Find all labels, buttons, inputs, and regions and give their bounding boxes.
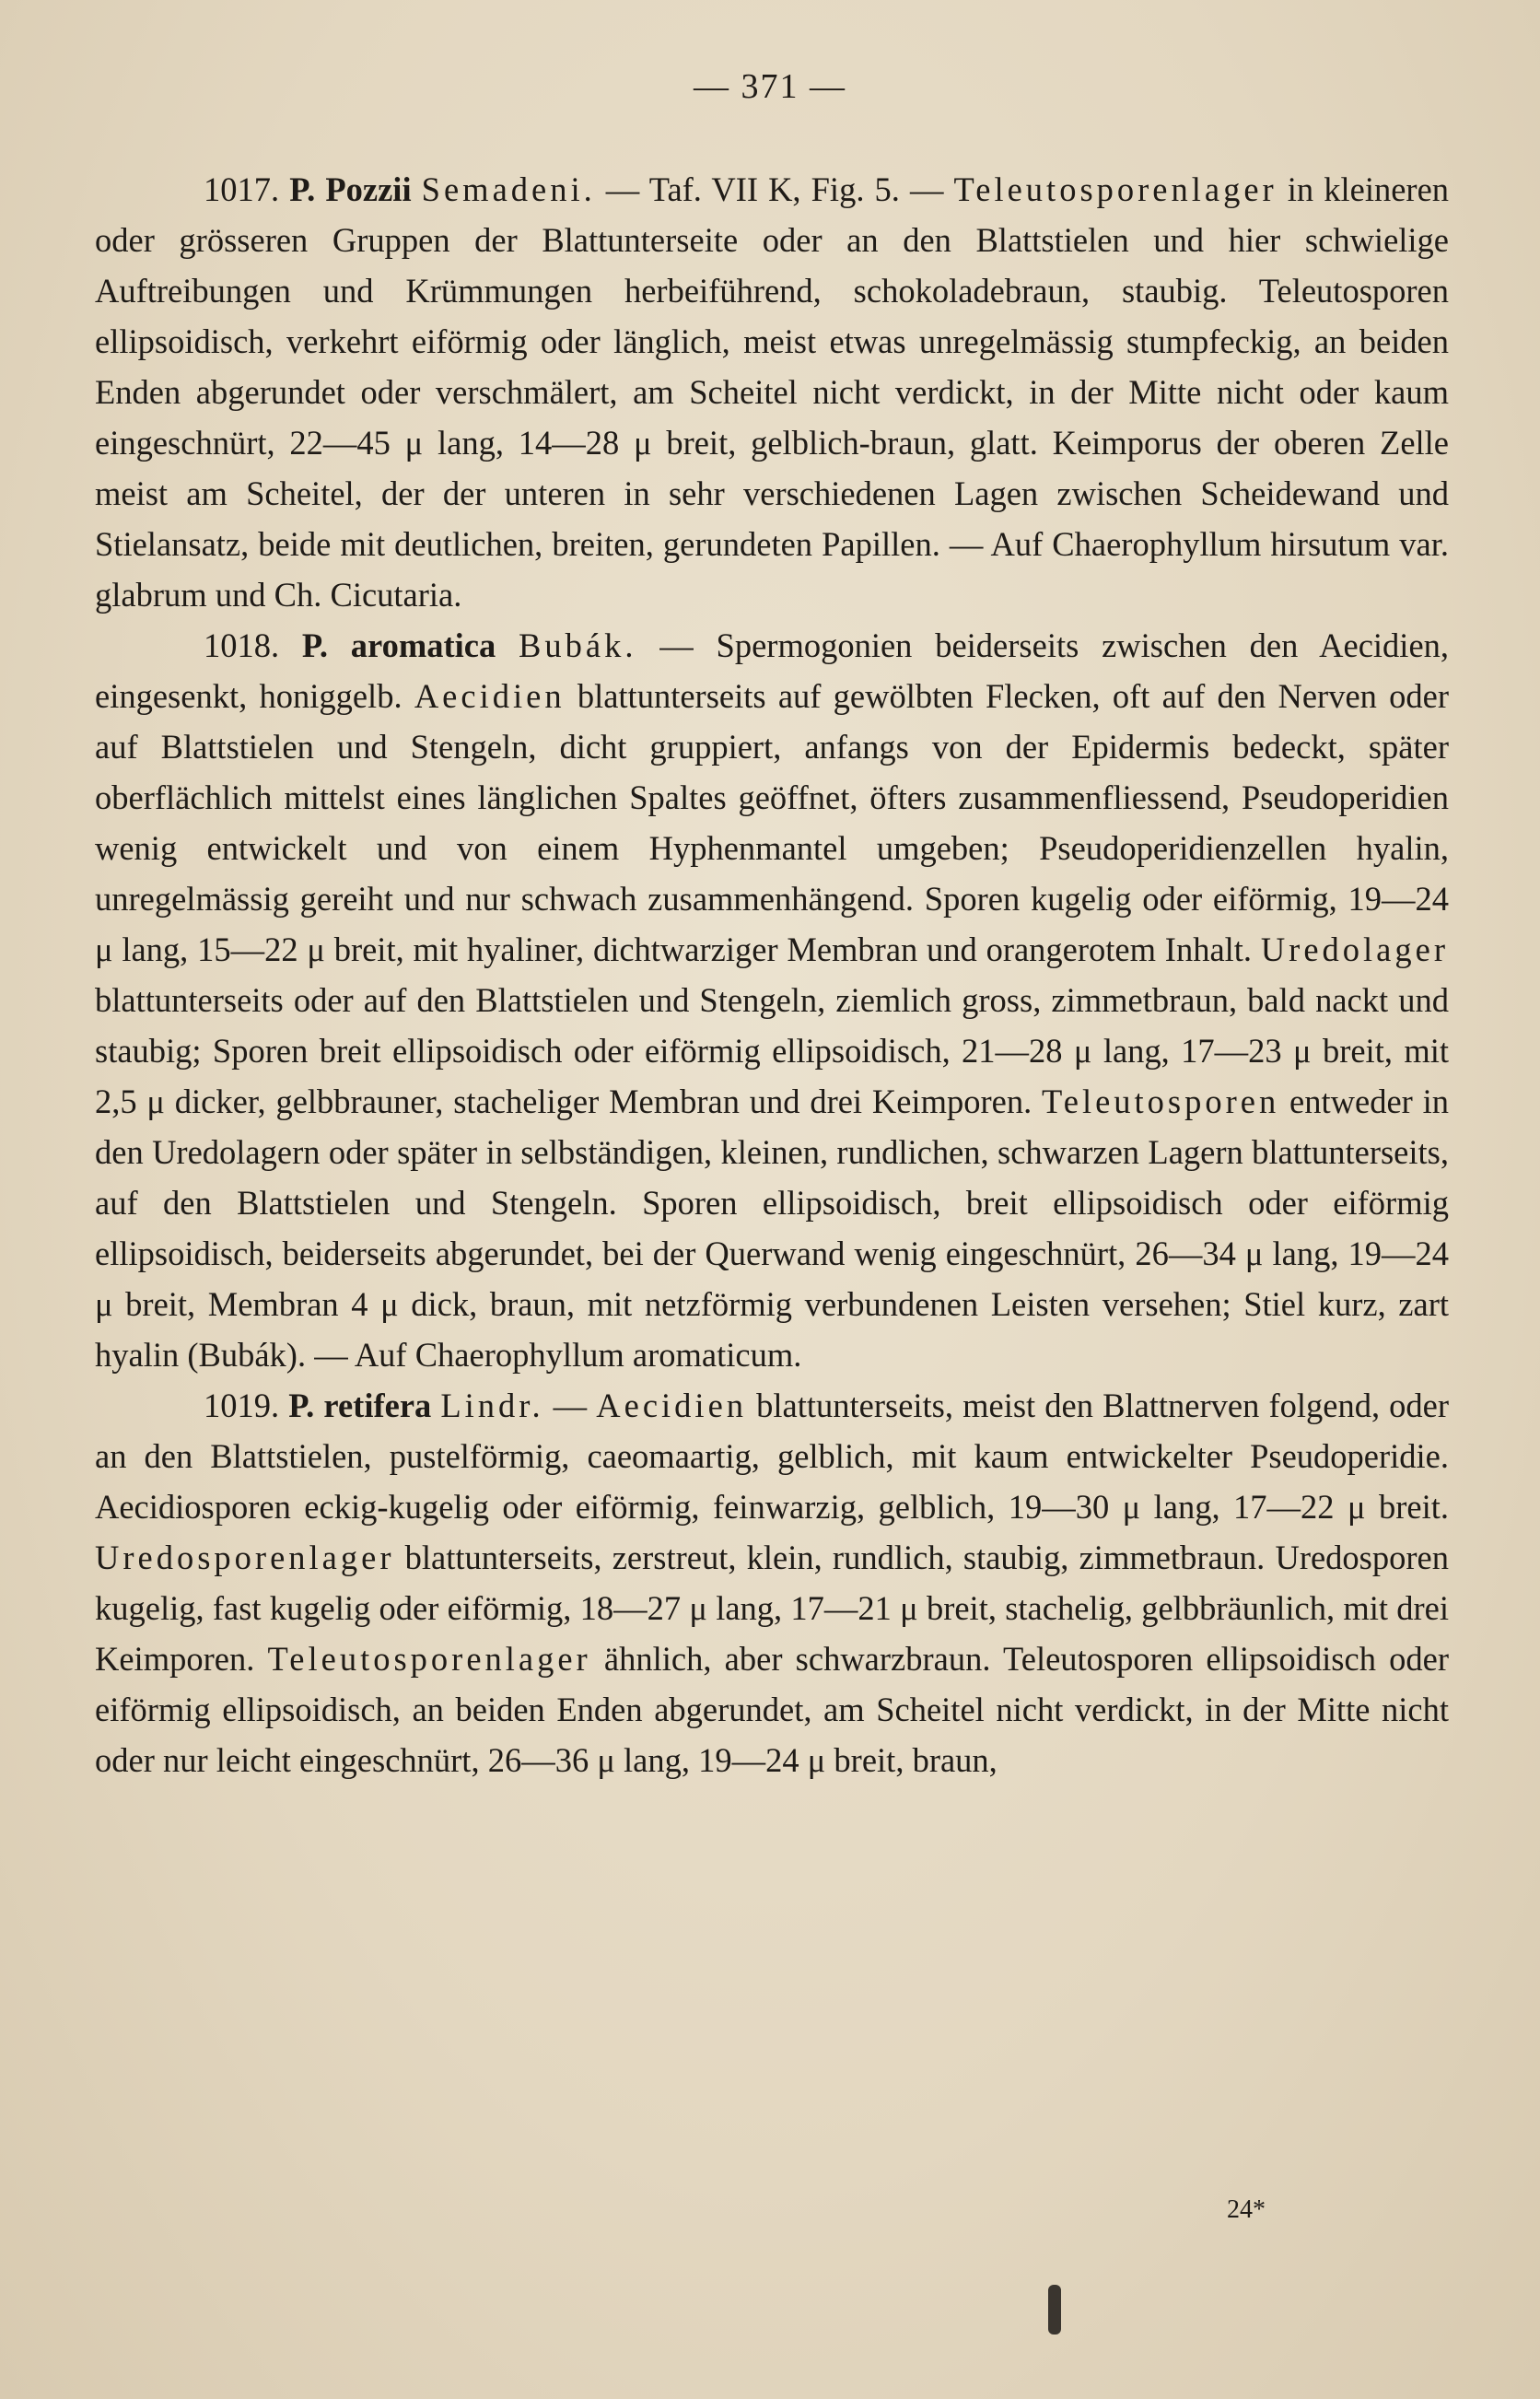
author-name: Bubák. [519, 626, 637, 664]
spaced-term: Teleutosporen [1042, 1082, 1280, 1120]
spaced-term: Uredolager [1260, 930, 1449, 968]
spaced-term: Teleutosporenlager [267, 1640, 591, 1678]
entry-number: 1017. [204, 170, 280, 208]
description-text: blattunterseits auf gewölbten Flecken, oft auf den Nerven oder auf Blattstielen und Stengeln, dicht gruppiert, anfangs von der Epidermis bedeckt, später oberflächlich mittelst eines länglichen Spaltes geöffnet, öfters zusammenfliessend, Pseudoperidien wenig entwickelt und von einem Hyphenmantel umgeben; Pseudoperidienzellen hyalin, unregelmässig gereiht und nur schwach zusammenhängend. Sporen kugelig oder eiförmig, 19—24 μ lang, 15—22 μ breit, mit hyaliner, dichtwarziger Membran und orangerotem Inhalt. [95, 677, 1449, 968]
entry-1018 [95, 620, 1449, 1380]
plate-reference: — Taf. VII K, Fig. 5. — [595, 170, 954, 208]
spaced-term: Uredosporenlager [95, 1539, 395, 1576]
signature-mark: 24* [1227, 2195, 1266, 2224]
spaced-term: Aecidien [414, 677, 566, 715]
entry-1019 [95, 1380, 1449, 1785]
entry-number: 1019. [204, 1387, 280, 1424]
genus-abbrev: P. [289, 170, 316, 208]
body-text [95, 164, 1449, 1785]
description-text: — [543, 1387, 597, 1424]
description-text: in kleineren oder grösseren Gruppen der Blattunterseite oder an den Blattstielen und hier schwielige Auftreibungen und Krümmungen herbeiführend, schokoladebraun, staubig. Teleutosporen ellipsoidisch, verkehrt eiförmig oder länglich, meist etwas unregelmässig stumpfeckig, an beiden Enden abgerundet oder verschmälert, am Scheitel nicht verdickt, in der Mitte nicht oder kaum eingeschnürt, 22—45 μ lang, 14—28 μ breit, gelblich-braun, glatt. Keimporus der oberen Zelle meist am Scheitel, der der unteren in sehr verschiedenen Lagen zwischen Scheidewand und Stielansatz, beide mit deutlichen, breiten, gerundeten Papillen. — Auf Chaerophyllum hirsutum var. glabrum und Ch. Cicutaria. [95, 170, 1450, 614]
description-text: entweder in den Uredolagern oder später in selbständigen, kleinen, rundlichen, schwarzen Lagern blattunterseits, auf den Blattstielen und Stengeln. Sporen ellipsoidisch, breit ellipsoidisch oder eiförmig ellipsoidisch, beiderseits abgerundet, bei der Querwand wenig eingeschnürt, 26—34 μ lang, 19—24 μ breit, Membran 4 μ dick, braun, mit netzförmig verbundenen Leisten versehen; Stiel kurz, zart hyalin (Bubák). — Auf Chaerophyllum aromaticum. [95, 1082, 1449, 1374]
ink-blot [1048, 2285, 1061, 2335]
species-name: aromatica [350, 626, 496, 664]
description-text: — Spermogonien beiderseits zwischen den Aecidien, eingesenkt, honiggelb. [95, 626, 1450, 715]
description-text: blattunterseits oder auf den Blattstielen und Stengeln, ziemlich gross, zimmetbraun, bald nackt und staubig; Sporen breit ellipsoidisch oder eiförmig ellipsoidisch, 21—28 μ lang, 17—23 μ breit, mit 2,5 μ dicker, gelbbrauner, stacheliger Membran und drei Keimporen. [95, 981, 1449, 1120]
spaced-term: Aecidien [596, 1387, 748, 1424]
species-name: Pozzii [325, 170, 412, 208]
spaced-term: Teleutosporenlager [953, 170, 1278, 208]
genus-abbrev: P. [301, 626, 328, 664]
author-name: Semadeni. [421, 170, 596, 208]
description-text: ähnlich, aber schwarzbraun. Teleutosporen ellipsoidisch oder eiförmig ellipsoidisch, an beiden Enden abgerundet, am Scheitel nicht verdickt, in der Mitte nicht oder nur leicht eingeschnürt, 26—36 μ lang, 19—24 μ breit, braun, [95, 1640, 1449, 1779]
genus-abbrev: P. [288, 1387, 315, 1424]
entry-1017 [95, 164, 1449, 620]
author-name: Lindr. [440, 1387, 544, 1424]
description-text: blattunterseits, meist den Blattnerven folgend, oder an den Blattstielen, pustelförmig, caeomaartig, gelblich, mit kaum entwickelter Pseudoperidie. Aecidiosporen eckig-kugelig oder eiförmig, feinwarzig, gelblich, 19—30 μ lang, 17—22 μ breit. [95, 1387, 1450, 1526]
page-number: — 371 — [694, 67, 846, 106]
description-text: blattunterseits, zerstreut, klein, rundlich, staubig, zimmetbraun. Uredosporen kugelig, fast kugelig oder eiförmig, 18—27 μ lang, 17—21 μ breit, stachelig, gelbbräunlich, mit drei Keimporen. [95, 1539, 1449, 1678]
entry-number: 1018. [204, 626, 280, 664]
species-name: retifera [323, 1387, 432, 1424]
